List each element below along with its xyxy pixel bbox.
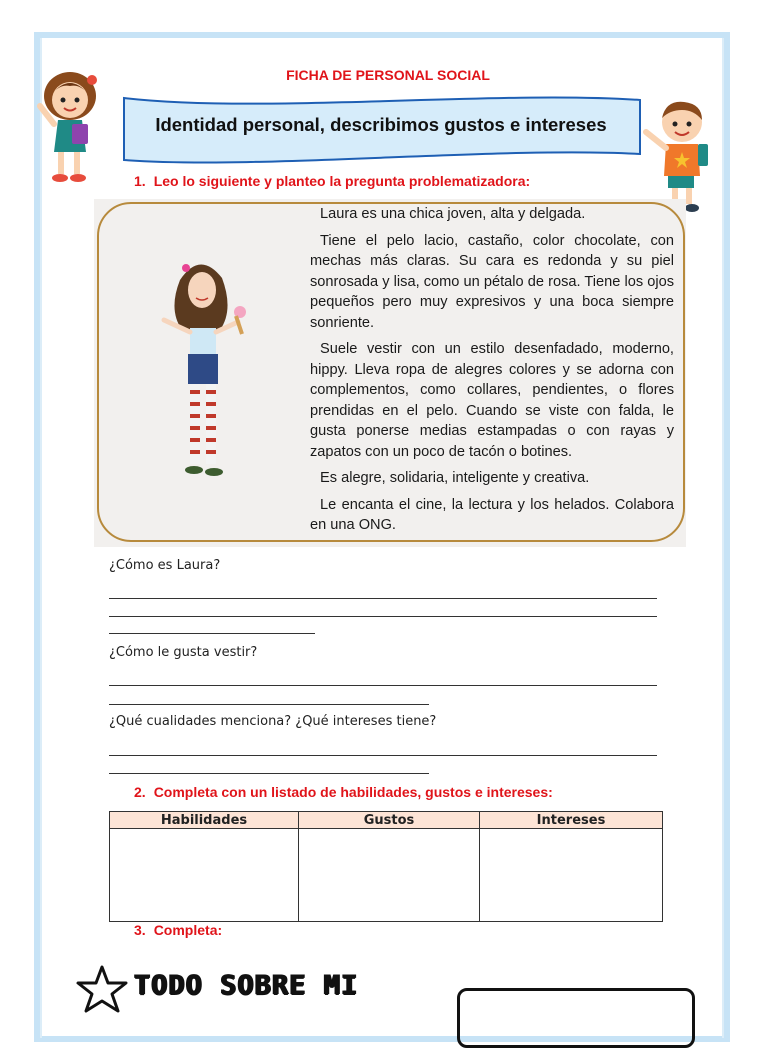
column-header-intereses: Intereses bbox=[480, 812, 663, 829]
section-2-number: 2. bbox=[134, 784, 146, 800]
banner-title: Identidad personal, describimos gustos e intereses bbox=[155, 114, 607, 135]
boy-illustration bbox=[642, 96, 718, 214]
passage-paragraph: Le encanta el cine, la lectura y los helados. Colabora en una ONG. bbox=[310, 496, 674, 533]
passage-paragraph: Es alegre, solidaria, inteligente y creativa. bbox=[320, 470, 590, 486]
section-2-text: Completa con un listado de habilidades, gustos e intereses: bbox=[153, 784, 553, 800]
todo-sobre-mi-title: TODO SOBRE MI bbox=[134, 970, 359, 1001]
section-1-number: 1. bbox=[134, 173, 146, 189]
question-3: ¿Qué cualidades menciona? ¿Qué intereses tiene? bbox=[109, 714, 437, 729]
cell-habilidades[interactable] bbox=[110, 829, 299, 922]
answer-line[interactable] bbox=[109, 616, 657, 617]
passage-paragraph: Suele vestir con un estilo desenfadado, moderno, hippy. Lleva ropa de alegres colores y se adorna con complementos, como collares, pendientes, o flores prendidas en el pelo. Cuando se viste con falda, le gusta ponerse medias estampadas o con rayas y zapatos con un poco de tacón o botines. bbox=[310, 341, 674, 460]
cell-intereses[interactable] bbox=[480, 829, 663, 922]
question-2: ¿Cómo le gusta vestir? bbox=[109, 645, 258, 660]
answer-line[interactable] bbox=[109, 598, 657, 599]
section-1-text: Leo lo siguiente y planteo la pregunta problematizadora: bbox=[153, 173, 531, 189]
column-header-gustos: Gustos bbox=[299, 812, 480, 829]
skills-table bbox=[109, 811, 662, 922]
section-1-heading bbox=[134, 173, 530, 189]
reading-passage bbox=[310, 204, 674, 542]
column-header-habilidades: Habilidades bbox=[110, 812, 299, 829]
cell-gustos[interactable] bbox=[299, 829, 480, 922]
answer-line[interactable] bbox=[109, 755, 657, 756]
answer-line[interactable] bbox=[109, 773, 429, 774]
answer-line[interactable] bbox=[109, 704, 429, 705]
star-icon bbox=[74, 964, 130, 1014]
section-3-heading bbox=[134, 922, 222, 938]
passage-paragraph: Tiene el pelo lacio, castaño, color chocolate, con mechas más claras. Su cara es redonda y su piel sonrosada y lisa, como un pétalo de rosa. Tiene los ojos pequeños pero muy expresivos y una boca siempre sonriente. bbox=[310, 232, 674, 331]
answer-line[interactable] bbox=[109, 685, 657, 686]
section-3-number: 3. bbox=[134, 922, 146, 938]
sheet-title: FICHA DE PERSONAL SOCIAL bbox=[286, 67, 490, 83]
passage-paragraph: Laura es una chica joven, alta y delgada. bbox=[320, 206, 586, 222]
girl-illustration bbox=[30, 66, 106, 184]
question-1: ¿Cómo es Laura? bbox=[109, 558, 221, 573]
section-2-heading bbox=[134, 784, 553, 800]
answer-box[interactable] bbox=[457, 988, 695, 1048]
section-3-text: Completa: bbox=[153, 922, 223, 938]
laura-illustration bbox=[150, 250, 250, 486]
answer-line[interactable] bbox=[109, 633, 315, 634]
